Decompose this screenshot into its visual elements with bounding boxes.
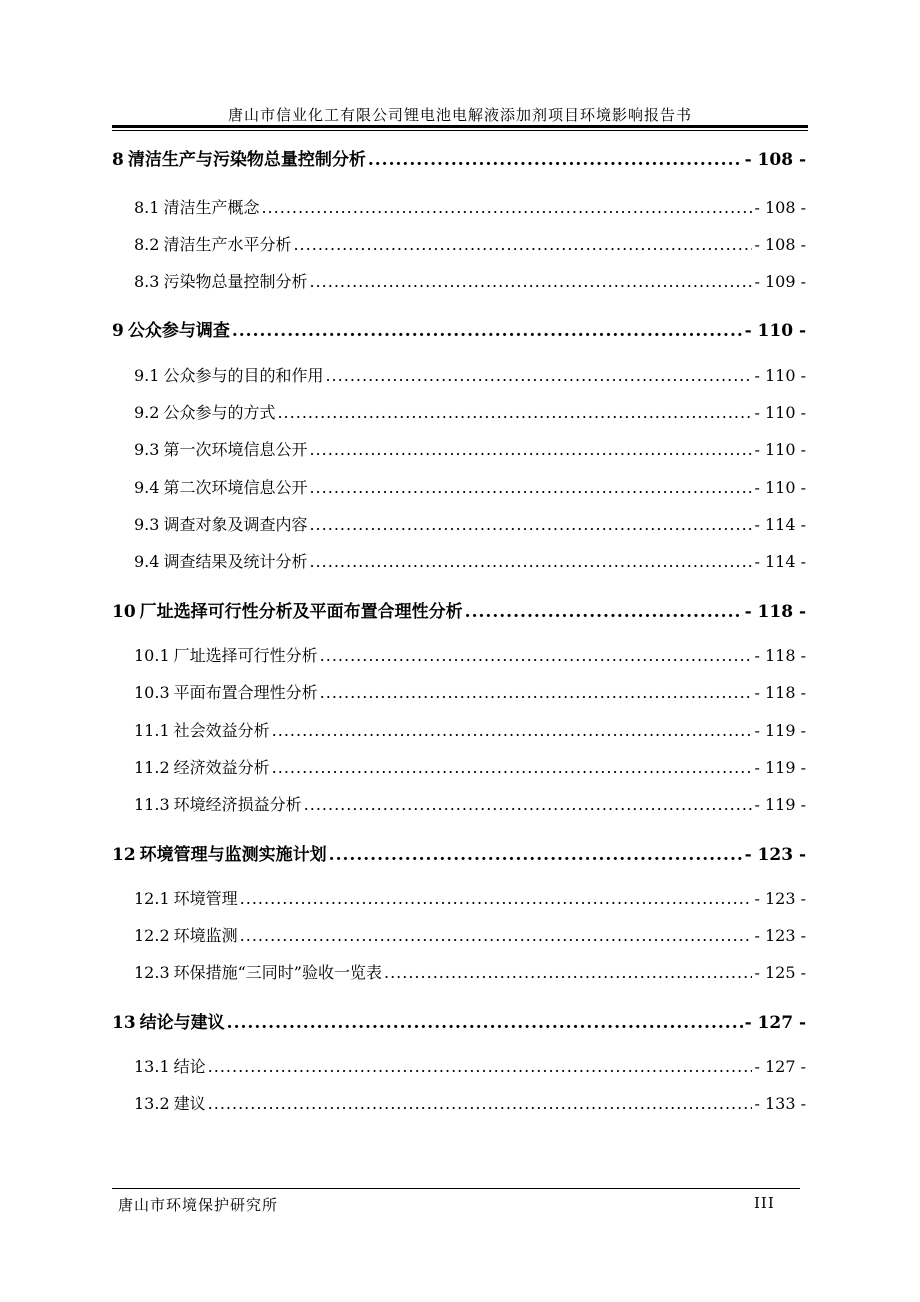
toc-entry-title: 厂址选择可行性分析	[173, 646, 318, 665]
toc-entry-number: 10.1	[134, 646, 170, 665]
toc-entry-number: 9.3	[134, 515, 160, 534]
toc-section-entry[interactable]	[112, 363, 806, 386]
toc-entry-number: 12	[112, 845, 136, 865]
footer-organization: 唐山市环境保护研究所	[118, 1196, 279, 1214]
toc-entry-number: 8.3	[134, 272, 160, 291]
toc-entry-page: - 118 -	[754, 683, 806, 702]
toc-dot-leader	[465, 602, 743, 622]
toc-entry-number: 12.2	[134, 926, 170, 945]
toc-section-entry[interactable]	[112, 400, 806, 423]
toc-entry-page: - 110 -	[754, 403, 806, 422]
toc-entry-number: 12.1	[134, 889, 170, 908]
toc-entry-page: - 110 -	[754, 366, 806, 385]
toc-entry-page: - 133 -	[754, 1094, 806, 1113]
toc-entry-number: 13	[112, 1013, 136, 1033]
toc-entry-page: - 123 -	[754, 889, 806, 908]
toc-section-entry[interactable]	[112, 1091, 806, 1114]
toc-section-entry[interactable]	[112, 1054, 806, 1077]
toc-chapter-entry[interactable]	[112, 840, 806, 865]
toc-entry-title: 第二次环境信息公开	[163, 478, 308, 497]
toc-entry-page: - 123 -	[744, 845, 806, 865]
toc-entry-title: 平面布置合理性分析	[173, 683, 318, 702]
toc-dot-leader	[309, 272, 752, 291]
toc-chapter-entry[interactable]	[112, 597, 806, 622]
toc-entry-number: 9.4	[134, 552, 160, 571]
toc-entry-number: 8	[112, 150, 124, 170]
toc-dot-leader	[309, 478, 752, 497]
toc-entry-number: 11.3	[134, 795, 170, 814]
toc-section-entry[interactable]	[112, 195, 806, 218]
toc-dot-leader	[227, 1013, 743, 1033]
toc-section-entry[interactable]	[112, 792, 806, 815]
toc-entry-page: - 110 -	[754, 478, 806, 497]
toc-dot-leader	[304, 795, 753, 814]
toc-entry-title: 第一次环境信息公开	[163, 440, 308, 459]
toc-entry-page: - 123 -	[754, 926, 806, 945]
toc-dot-leader	[208, 1094, 753, 1113]
toc-chapter-entry[interactable]	[112, 1008, 806, 1033]
toc-entry-number: 13.1	[134, 1057, 170, 1076]
toc-section-entry[interactable]	[112, 923, 806, 946]
toc-dot-leader	[325, 366, 752, 385]
toc-entry-page: - 119 -	[754, 758, 806, 777]
toc-entry-number: 10.3	[134, 683, 170, 702]
toc-section-entry[interactable]	[112, 437, 806, 460]
toc-entry-page: - 108 -	[754, 235, 806, 254]
toc-dot-leader	[309, 440, 752, 459]
toc-entry-title: 厂址选择可行性分析及平面布置合理性分析	[139, 602, 463, 622]
toc-entry-number: 9	[112, 321, 124, 341]
toc-dot-leader	[240, 889, 753, 908]
toc-section-entry[interactable]	[112, 680, 806, 703]
toc-entry-title: 结论与建议	[139, 1013, 225, 1033]
toc-dot-leader	[272, 721, 753, 740]
toc-dot-leader	[309, 552, 752, 571]
toc-entry-number: 8.1	[134, 198, 160, 217]
toc-entry-page: - 119 -	[754, 795, 806, 814]
toc-entry-page: - 108 -	[744, 150, 806, 170]
toc-entry-page: - 118 -	[754, 646, 806, 665]
toc-dot-leader	[261, 198, 752, 217]
header-rule-thick	[112, 125, 808, 128]
toc-section-entry[interactable]	[112, 718, 806, 741]
toc-section-entry[interactable]	[112, 512, 806, 535]
toc-entry-number: 10	[112, 602, 136, 622]
toc-entry-page: - 125 -	[754, 963, 806, 982]
toc-entry-title: 环境管理	[173, 889, 238, 908]
toc-entry-title: 公众参与的方式	[163, 403, 276, 422]
toc-entry-title: 建议	[173, 1094, 206, 1113]
toc-entry-title: 环境经济损益分析	[173, 795, 302, 814]
toc-entry-number: 11.1	[134, 721, 170, 740]
toc-entry-title: 环境管理与监测实施计划	[139, 845, 327, 865]
toc-entry-number: 9.4	[134, 478, 160, 497]
toc-dot-leader	[232, 321, 743, 341]
toc-dot-leader	[272, 758, 753, 777]
toc-section-entry[interactable]	[112, 755, 806, 778]
toc-entry-page: - 118 -	[744, 602, 806, 622]
toc-dot-leader	[320, 683, 753, 702]
toc-entry-title: 社会效益分析	[173, 721, 270, 740]
toc-entry-page: - 108 -	[754, 198, 806, 217]
toc-entry-title: 清洁生产水平分析	[163, 235, 292, 254]
toc-entry-number: 9.1	[134, 366, 160, 385]
toc-entry-number: 13.2	[134, 1094, 170, 1113]
toc-entry-title: 结论	[173, 1057, 206, 1076]
toc-dot-leader	[309, 515, 752, 534]
toc-dot-leader	[240, 926, 753, 945]
toc-dot-leader	[277, 403, 752, 422]
toc-entry-title: 清洁生产概念	[163, 198, 260, 217]
toc-dot-leader	[293, 235, 752, 254]
toc-section-entry[interactable]	[112, 886, 806, 909]
toc-entry-number: 11.2	[134, 758, 170, 777]
toc-section-entry[interactable]	[112, 475, 806, 498]
toc-entry-title: 公众参与调查	[127, 321, 230, 341]
toc-entry-title: 经济效益分析	[173, 758, 270, 777]
toc-dot-leader	[368, 150, 743, 170]
toc-entry-number: 12.3	[134, 963, 170, 982]
toc-entry-title: 环境监测	[173, 926, 238, 945]
toc-entry-page: - 114 -	[754, 552, 806, 571]
header-rule-thin	[112, 130, 808, 131]
page-header-title: 唐山市信业化工有限公司锂电池电解液添加剂项目环境影响报告书	[227, 106, 692, 124]
footer-rule	[112, 1188, 800, 1189]
toc-section-entry[interactable]	[112, 549, 806, 572]
toc-entry-page: - 114 -	[754, 515, 806, 534]
toc-entry-page: - 110 -	[744, 321, 806, 341]
toc-dot-leader	[384, 963, 752, 982]
toc-entry-number: 9.3	[134, 440, 160, 459]
toc-entry-page: - 110 -	[754, 440, 806, 459]
toc-chapter-entry[interactable]	[112, 316, 806, 341]
toc-chapter-entry[interactable]	[112, 145, 806, 170]
toc-entry-page: - 127 -	[744, 1013, 806, 1033]
toc-section-entry[interactable]	[112, 960, 806, 983]
toc-entry-page: - 109 -	[754, 272, 806, 291]
footer-page-number: III	[754, 1194, 775, 1212]
toc-entry-page: - 127 -	[754, 1057, 806, 1076]
toc-dot-leader	[208, 1057, 753, 1076]
toc-section-entry[interactable]	[112, 232, 806, 255]
toc-entry-number: 8.2	[134, 235, 160, 254]
toc-section-entry[interactable]	[112, 643, 806, 666]
toc-entry-title: 清洁生产与污染物总量控制分析	[127, 150, 366, 170]
toc-entry-number: 9.2	[134, 403, 160, 422]
toc-entry-title: 调查结果及统计分析	[163, 552, 308, 571]
toc-entry-page: - 119 -	[754, 721, 806, 740]
toc-entry-title: 污染物总量控制分析	[163, 272, 308, 291]
toc-dot-leader	[320, 646, 753, 665]
toc-dot-leader	[329, 845, 743, 865]
toc-section-entry[interactable]	[112, 269, 806, 292]
toc-entry-title: 环保措施“三同时”验收一览表	[173, 963, 382, 982]
toc-entry-title: 调查对象及调查内容	[163, 515, 308, 534]
toc-entry-title: 公众参与的目的和作用	[163, 366, 324, 385]
